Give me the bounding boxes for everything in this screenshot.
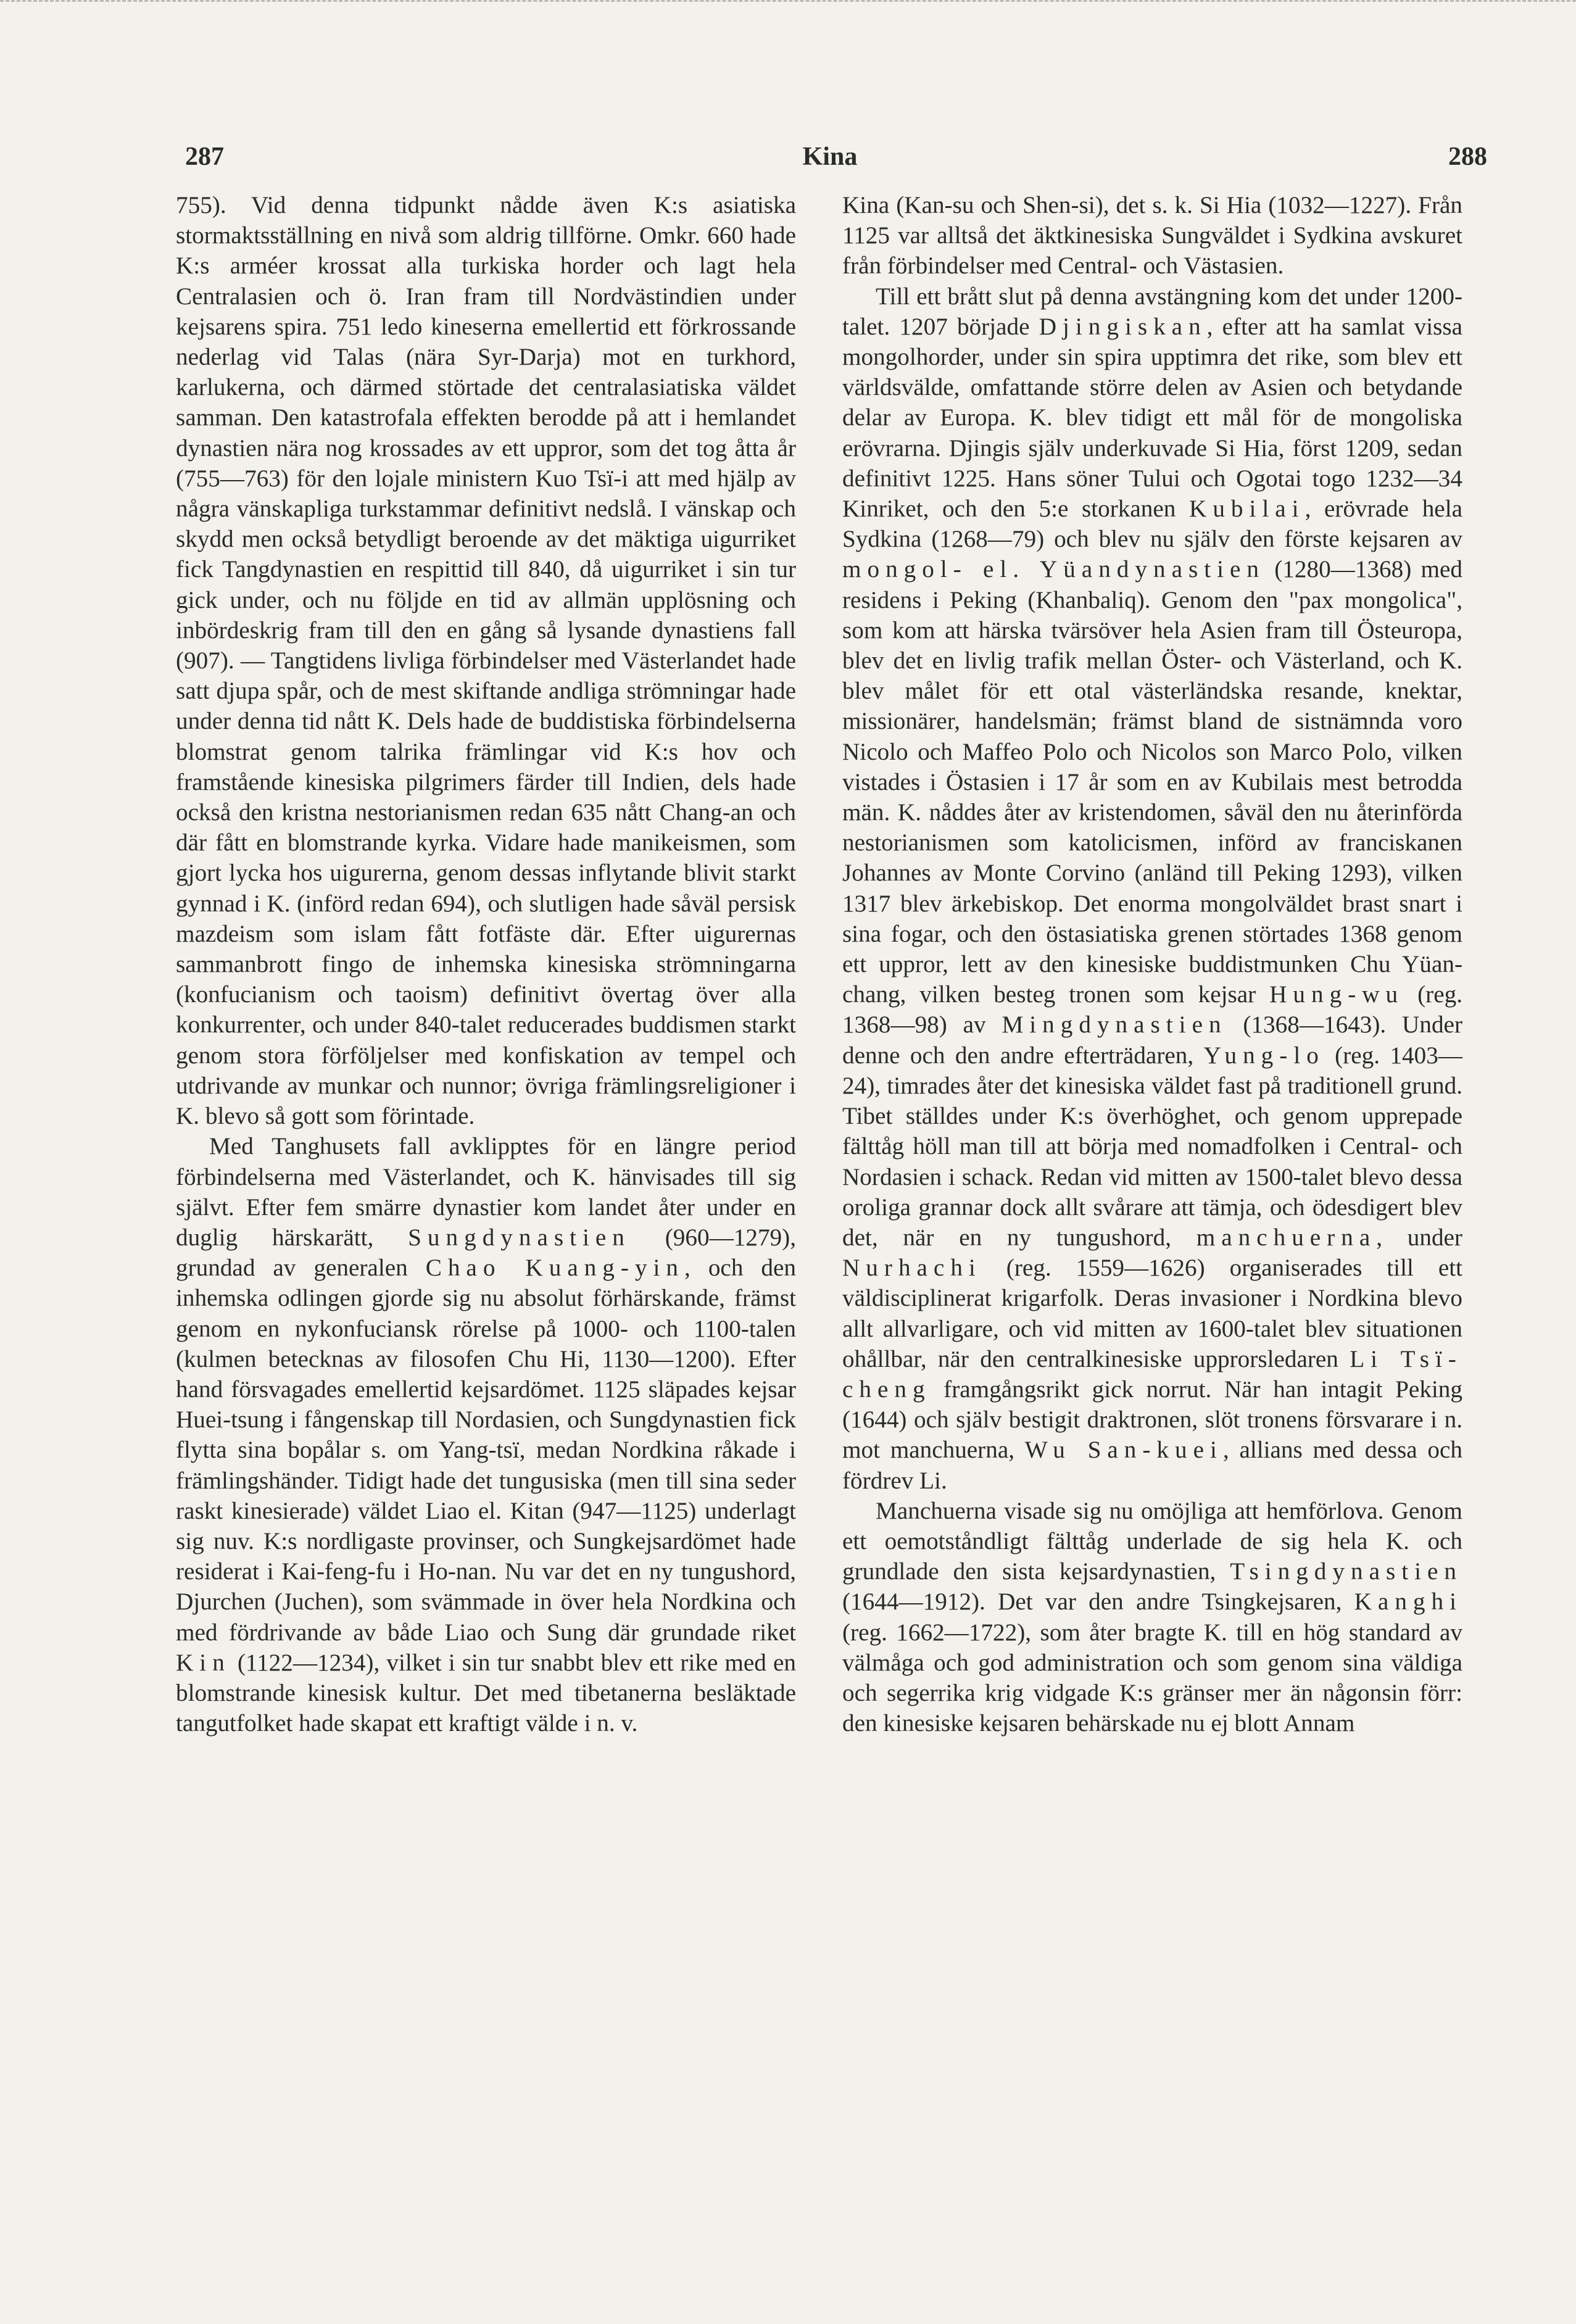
top-edge-rule xyxy=(0,0,1576,6)
text-run: , erövrade hela Sydkina (1268—79) och blev nu själv den förste kejsaren av xyxy=(842,496,1462,553)
text-run: 755). Vid denna tidpunkt nådde även K:s asiatiska stormaktsställning en nivå som aldrig tillförne. Omkr. 660 hade K:s arméer krossat alla turkiska horder och lagt hela Centralasien och ö. Iran fram till Nordvästindien under kejsarens spira. 751 ledo kineserna emellertid ett förkrossande nederlag vid Talas (nära Syr-Darja) mot en turkhord, karlukerna, och därmed störtade det centralasiatiska väldet samman. Den katastrofala effekten berodde på att i hemlandet dynastien nära nog krossades av ett uppror, som det tog åtta år (755—763) för den lojale ministern Kuo Tsï-i att med hjälp av några vänskapliga turkstammar definitivt nedslå. I vänskap och skydd men också betydligt beroende av det mäktiga uigurriket fick Tangdynastien en respittid till 840, då uigurriket i sin tur gick under, och nu följde en tid av allmän upplösning och inbördeskrig fram till den en gång så lysande dynastiens fall (907). — Tangtidens livliga förbindelser med Västerlandet hade satt djupa spår, och de mest skiftande andliga strömningar hade under denna tid nått K. Dels hade de buddistiska förbindelserna blomstrat genom talrika främlingar vid K:s hov och framstående kinesiska pilgrimers färder till Indien, dels hade också den kristna nestorianismen redan 635 nått Chang-an och där fått en blomstrande kyrka. Vidare hade manikeismen, som gjort lycka hos uigurerna, genom dessas inflytande blivit starkt gynnad i K. (införd redan 694), och slutligen hade såväl persisk mazdeism som islam fått fotfäste där. Efter uigurernas sammanbrott fingo de inhemska kinesiska strömningarna (konfucianism och taoism) definitivt övertag över alla konkurrenter, och under 840-talet reducerades buddismen starkt genom stora förföljelser med konfiskation av tempel och utdrivande av munkar och nunnor; övriga främlingsreligioner i K. blevo så gott som förintade. xyxy=(176,192,796,1130)
left-column xyxy=(176,190,796,1738)
running-title: Kina xyxy=(802,143,858,171)
spaced-name: Nurhachi xyxy=(842,1255,982,1282)
text-run: Till ett brått slut på denna avstängning kom det under 1200-talet. 1207 började xyxy=(842,283,1462,340)
text-run: framgångsrikt gick norrut. När han intagit Peking (1644) och själv bestigit draktronen, slöt tronens försvarare i n. mot manchuerna, xyxy=(842,1376,1462,1464)
text-run: , allians med dessa och fördrev Li. xyxy=(842,1437,1462,1494)
page-header xyxy=(173,130,1487,179)
paragraph xyxy=(842,190,1462,281)
spaced-name: mongol- el. Yüandynastien xyxy=(842,556,1265,583)
paragraph xyxy=(842,281,1462,1496)
spaced-name: Yung-lo xyxy=(1203,1042,1325,1069)
spaced-name: manchuerna xyxy=(1196,1224,1377,1251)
text-run: (1122—1234), vilket i sin tur snabbt blev ett rike med en blomstrande kinesisk kultur. Det med tibetanerna besläktade tangutfolket hade skapat ett kraftigt välde i n. v. xyxy=(176,1649,796,1737)
spaced-name: Wu San-kuei xyxy=(1024,1437,1223,1464)
spaced-name: Mingdynastien xyxy=(1002,1011,1227,1039)
text-run: (1280—1368) med residens i Peking (Khanbaliq). Genom den "pax mongolica", som kom att härska tvärsöver hela Asien fram till Östeuropa, blev det en livlig trafik mellan Öster- och Västerland, och K. blev målet för ett otal västerländska resande, knektar, missionärer, handelsmän; främst bland de sistnämnda voro Nicolo och Maffeo Polo och Nicolos son Marco Polo, vilken vistades i Östasien i 17 år som en av Kubilais mest betrodda män. K. nåddes åter av kristendomen, såväl den nu återinförda nestorianismen som katolicismen, införd av franciskanen Johannes av Monte Corvino (anländ till Peking 1293), vilken 1317 blev ärkebiskop. Det enorma mongolväldet brast snart i sina fogar, och den östasiatiska grenen störtades 1368 genom ett uppror, lett av den kinesiske buddistmunken Chu Yüan-chang, vilken besteg tronen som kejsar xyxy=(842,556,1462,1008)
text-run: (1368—1643). Under denne och den andre efterträdaren, xyxy=(842,1011,1462,1069)
text-run: , under xyxy=(1376,1224,1462,1251)
spaced-name: Kanghi xyxy=(1354,1588,1462,1616)
text-run: (960—1279), grundad av generalen xyxy=(176,1224,796,1282)
text-run: (reg. 1559—1626) organiserades till ett väldisciplinerat krigarfolk. Deras invasioner i Nordkina blevo allt allvarligare, och vid mitten av 1600-talet blev situationen ohållbar, när den centralkinesiske upprorsledaren xyxy=(842,1255,1462,1372)
text-run: Med Tanghusets fall avklipptes för en längre period förbindelserna med Västerlandet, och K. hänvisades till sig självt. Efter fem smärre dynastier kom landet åter under en duglig härskarätt, xyxy=(176,1133,796,1251)
spaced-name: Hung-wu xyxy=(1269,981,1404,1008)
text-run: Kina (Kan-su och Shen-si), det s. k. Si Hia (1032—1227). Från 1125 var alltså det äktkinesiska Sungväldet i Sydkina avskuret från förbindelser med Central- och Västasien. xyxy=(842,192,1462,280)
text-run: (reg. 1403—24), timrades åter det kinesiska väldet fast på traditionell grund. Tibet ställdes under K:s överhöghet, och genom upprepade fälttåg höll man till att börja med nomadfolken i Central- och Nordasien i schack. Redan vid mitten av 1500-talet blevo dessa oroliga grannar dock allt svårare att tämja, och ödesdigert blev det, när en ny tungushord, xyxy=(842,1042,1462,1251)
right-column xyxy=(842,190,1462,1738)
paragraph xyxy=(176,1131,796,1738)
spaced-name: Tsingdynastien xyxy=(1230,1558,1462,1585)
text-run: (1644—1912). Det var den andre Tsingkejsaren, xyxy=(842,1588,1354,1616)
text-run: , efter att ha samlat vissa mongolhorder, under sin spira upptimra det rike, som blev ett världsvälde, omfattande större delen av Asien och betydande delar av Europa. K. blev tidigt ett mål för de mongoliska erövrarna. Djingis själv underkuvade Si Hia, först 1209, sedan definitivt 1225. Hans söner Tului och Ogotai togo 1232—34 Kinriket, och den 5:e storkanen xyxy=(842,313,1462,523)
paragraph xyxy=(176,190,796,1131)
spaced-name: Chao Kuang-yin xyxy=(425,1255,685,1282)
text-run: (reg. 1368—98) av xyxy=(842,981,1462,1039)
spaced-name: Sungdynastien xyxy=(408,1224,631,1251)
text-run: (reg. 1662—1722), som åter bragte K. till en hög standard av välmåga och god administration och som genom sina väldiga och segerrika krig vidgade K:s gränser mer än någonsin förr: den kinesiske kejsaren behärskade nu ej blott Annam xyxy=(842,1619,1462,1737)
spaced-name: Kin xyxy=(176,1649,231,1676)
page-number-right: 288 xyxy=(1448,143,1487,171)
spaced-name: Li Tsï-cheng xyxy=(842,1345,1462,1403)
spaced-name: Kubilai xyxy=(1189,496,1305,523)
page-number-left: 287 xyxy=(185,143,224,171)
paragraph xyxy=(842,1496,1462,1739)
text-run: , och den inhemska odlingen gjorde sig nu absolut förhärskande, främst genom en nykonfuciansk rörelse på 1000- och 1100-talen (kulmen betecknas av filosofen Chu Hi, 1130—1200). Efter hand försvagades emellertid kejsardömet. 1125 släpades kejsar Huei-tsung i fångenskap till Nordasien, och Sungdynastien fick flytta sina bopålar s. om Yang-tsï, medan Nordkina råkade i främlingshänder. Tidigt hade det tungusiska (men till sina seder raskt kinesierade) väldet Liao el. Kitan (947—1125) underlagt sig nuv. K:s nordligaste provinser, och Sungkejsardömet hade residerat i Kai-feng-fu i Ho-nan. Nu var det en ny tungushord, Djurchen (Juchen), som svämmade in över hela Nordkina och med fördrivande av både Liao och Sung där grundade riket xyxy=(176,1255,796,1646)
text-run: Manchuerna visade sig nu omöjliga att hemförlova. Genom ett oemotståndligt fälttåg underlade de sig hela K. och grundlade den sista kejsardynastien, xyxy=(842,1497,1462,1585)
spaced-name: Djingiskan xyxy=(1039,313,1207,340)
